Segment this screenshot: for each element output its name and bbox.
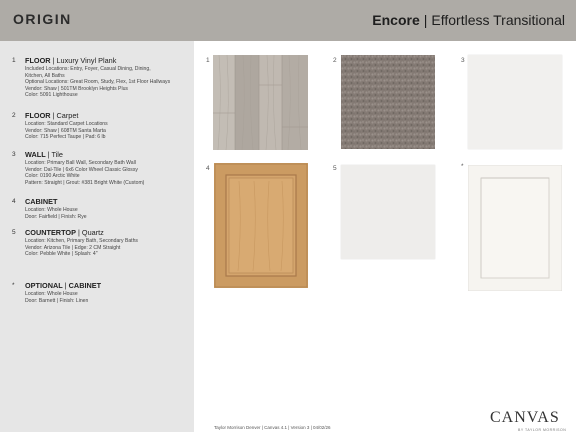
carpet-swatch — [341, 55, 435, 149]
spec-line: Vendor: Shaw | 608TM Santa Marta — [25, 127, 106, 134]
spec-number: * — [12, 282, 15, 289]
spec-line: Color: 5091 Lighthouse — [25, 92, 78, 98]
spec-title: WALL | Tile — [25, 150, 63, 159]
spec-line: Location: Primary Ball Wall, Secondary Bath Wall — [25, 160, 136, 166]
brand-title: ORIGIN — [13, 11, 72, 27]
lvp-wood-swatch — [213, 55, 308, 150]
spec-title: CABINET — [25, 197, 58, 206]
footer-version: Taylor Morrison Denver | Canvas 4.1 | Version 3 | 04/02/26 — [214, 425, 331, 430]
spec-line: Location: Whole House — [25, 207, 78, 213]
spec-number: 1 — [12, 57, 16, 64]
spec-line: Kitchen, All Baths — [25, 72, 65, 79]
spec-line: Pattern: Straight | Grout: #381 Bright White (Custom) — [25, 179, 145, 186]
spec-line: Included Locations: Entry, Foyer, Casual Dining, Dining, — [25, 66, 151, 72]
quartz-swatch — [341, 165, 435, 259]
cabinet-linen-swatch — [468, 165, 562, 291]
spec-line: Color: Pebble White | Splash: 4" — [25, 251, 98, 257]
spec-number: 2 — [12, 112, 16, 119]
logo-word: CANVAS — [490, 409, 560, 426]
spec-title: COUNTERTOP | Quartz — [25, 228, 104, 237]
swatch-label-2: 2 — [333, 57, 337, 64]
spec-title: OPTIONAL | CABINET — [25, 281, 102, 290]
spec-line: Vendor: Arizona Tile | Edge: 2 CM Straight — [25, 244, 121, 251]
swatch-label-1: 1 — [206, 57, 210, 64]
logo-tagline: BY TAYLOR MORRISON — [518, 428, 567, 432]
swatch-label-optional: * — [461, 163, 464, 170]
spec-number: 4 — [12, 198, 16, 205]
swatch-label-3: 3 — [461, 57, 465, 64]
collection-separator: | — [423, 12, 428, 28]
cabinet-rye-swatch — [214, 163, 308, 288]
spec-number: 5 — [12, 229, 16, 236]
spec-line: Location: Whole House — [25, 291, 78, 297]
collection-name: Encore — [372, 12, 420, 28]
canvas-logo — [488, 408, 568, 432]
spec-line: Color: 0190 Arctic White — [25, 173, 80, 179]
swatch-label-4: 4 — [206, 165, 210, 172]
spec-line: Location: Kitchen, Primary Bath, Secondary Baths — [25, 238, 138, 244]
swatch-label-5: 5 — [333, 165, 337, 172]
spec-line: Location: Standard Carpet Locations — [25, 121, 108, 127]
spec-title: FLOOR | Luxury Vinyl Plank — [25, 56, 117, 65]
collection-style: Effortless Transitional — [431, 12, 565, 28]
spec-line: Color: 715 Perfect Taupe | Pad: 6 lb — [25, 134, 106, 140]
spec-line: Door: Barnett | Finish: Linen — [25, 297, 89, 304]
wall-tile-swatch — [468, 55, 562, 149]
spec-line: Optional Locations: Great Room, Study, Flex, 1st Floor Hallways — [25, 79, 171, 85]
spec-title: FLOOR | Carpet — [25, 111, 79, 120]
spec-line: Vendor: Shaw | 501TM Brooklyn Heights Plus — [25, 85, 128, 92]
header-bar — [0, 0, 576, 41]
spec-line: Vendor: Dal-Tile | 6x6 Color Wheel Classic Glossy — [25, 166, 138, 173]
collection-title — [372, 12, 565, 28]
spec-number: 3 — [12, 151, 16, 158]
spec-line: Door: Fairfield | Finish: Rye — [25, 213, 87, 220]
